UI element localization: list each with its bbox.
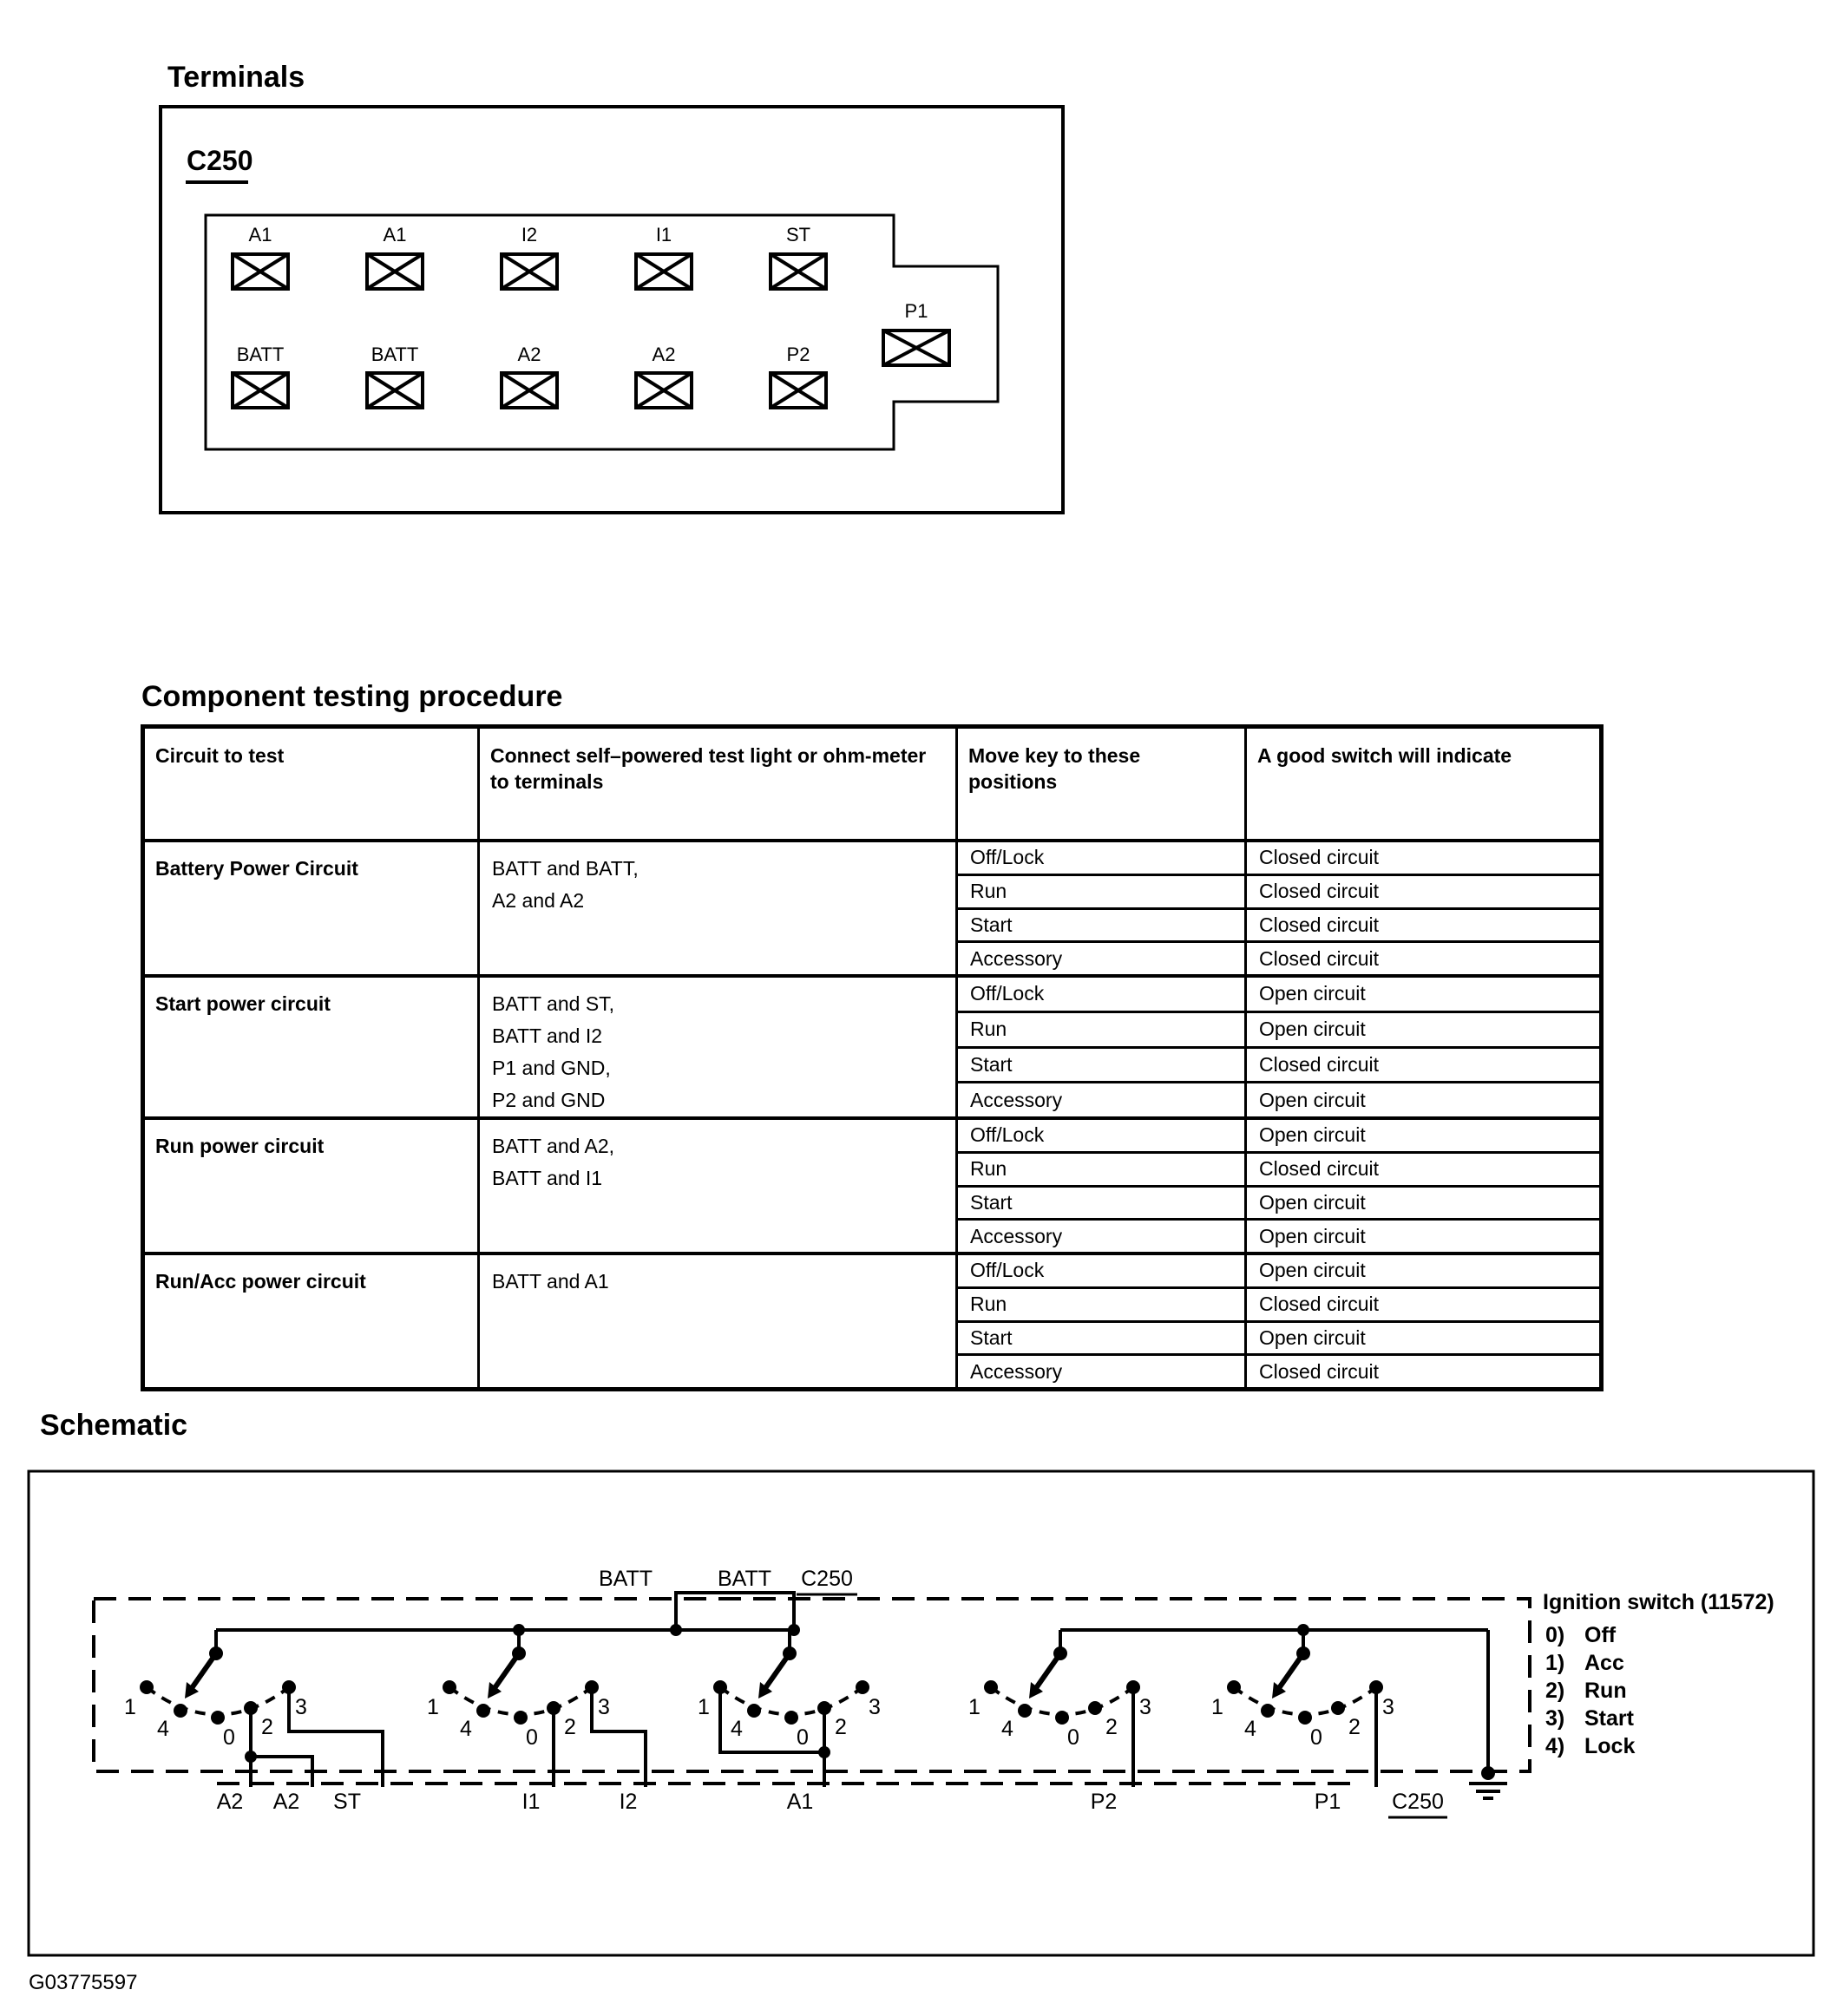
svg-text:P2: P2 (1090, 1790, 1118, 1814)
connector-outline (206, 215, 998, 449)
terminal-batt-1 (233, 344, 288, 408)
switch-gang-2 (427, 1624, 646, 1787)
svg-text:Off: Off (1584, 1623, 1617, 1647)
schematic-heading: Schematic (40, 1409, 188, 1442)
svg-text:4: 4 (731, 1717, 743, 1741)
test-result: Open circuit (1259, 1259, 1366, 1282)
test-subrow (958, 1218, 1599, 1252)
col-header-circuit: Circuit to test (145, 729, 480, 839)
svg-text:4: 4 (460, 1717, 472, 1741)
svg-text:BATT: BATT (371, 344, 419, 365)
svg-text:ST: ST (333, 1790, 361, 1814)
terminal-p1 (883, 300, 949, 365)
schematic-terminal-labels (217, 1790, 1447, 1817)
key-position: Off/Lock (958, 978, 1247, 1011)
test-subrow (958, 1353, 1599, 1387)
connection-line: BATT and ST, (492, 992, 615, 1015)
test-result: Closed circuit (1259, 1052, 1380, 1076)
key-position: Start (958, 910, 1247, 941)
svg-text:3: 3 (295, 1695, 307, 1719)
connection-line: BATT and BATT, (492, 857, 639, 880)
svg-text:3): 3) (1545, 1706, 1565, 1731)
svg-text:4: 4 (157, 1717, 169, 1741)
terminal-a2-2 (636, 344, 692, 408)
svg-text:3: 3 (1139, 1695, 1151, 1719)
table-row-group-run-power (145, 1116, 1599, 1252)
legend-title: Ignition switch (11572) (1543, 1590, 1774, 1614)
svg-text:2: 2 (835, 1715, 847, 1739)
key-position: Start (958, 1323, 1247, 1354)
table-header-row (145, 729, 1599, 842)
svg-text:0: 0 (1310, 1725, 1322, 1750)
connection-line: BATT and I2 (492, 1024, 602, 1047)
svg-text:Acc: Acc (1584, 1651, 1624, 1675)
connections-cell (480, 1255, 958, 1387)
test-result: Open circuit (1259, 1018, 1366, 1041)
col-header-result: A good switch will indicate (1257, 744, 1512, 767)
svg-text:4: 4 (1001, 1717, 1013, 1741)
test-subrow (958, 842, 1599, 874)
svg-text:2: 2 (1105, 1715, 1118, 1739)
wiper-arm (495, 1653, 519, 1688)
svg-text:0: 0 (797, 1725, 809, 1750)
switch-gang-1 (124, 1630, 383, 1787)
terminal-a2-1 (502, 344, 557, 408)
test-subrow (958, 1255, 1599, 1286)
svg-text:1: 1 (427, 1695, 439, 1719)
key-position: Run (958, 876, 1247, 907)
svg-text:I1: I1 (655, 224, 672, 245)
test-result: Open circuit (1259, 1325, 1366, 1349)
svg-text:Run: Run (1584, 1679, 1627, 1703)
wiper-arm (192, 1653, 216, 1688)
batt-label-1: BATT (598, 1567, 653, 1591)
circuit-cell: Run/Acc power circuit (145, 1255, 480, 1387)
tests-cell (958, 978, 1599, 1116)
connector-label: C250 (187, 145, 253, 176)
test-result: Open circuit (1259, 1190, 1366, 1214)
svg-text:A2: A2 (216, 1790, 244, 1814)
test-result: Open circuit (1259, 1088, 1366, 1111)
connection-line: BATT and A2, (492, 1135, 615, 1157)
circuit-cell: Run power circuit (145, 1120, 480, 1252)
svg-text:2: 2 (261, 1715, 273, 1739)
svg-text:0: 0 (1067, 1725, 1079, 1750)
tests-cell (958, 1255, 1599, 1387)
key-position: Start (958, 1049, 1247, 1082)
terminal-i2 (502, 224, 557, 289)
terminal-batt-2 (367, 344, 423, 408)
svg-text:0: 0 (223, 1725, 235, 1750)
key-position: Accessory (958, 1083, 1247, 1116)
svg-text:Start: Start (1584, 1706, 1634, 1731)
terminal-i1 (636, 224, 692, 289)
switch-gang-5 (1211, 1624, 1394, 1787)
svg-text:A2: A2 (652, 344, 676, 365)
switch-gang-3 (698, 1630, 881, 1787)
circuit-cell: Start power circuit (145, 978, 480, 1116)
svg-text:I2: I2 (521, 224, 538, 245)
batt-feed (599, 1567, 857, 1636)
svg-text:3: 3 (1382, 1695, 1394, 1719)
svg-text:3: 3 (869, 1695, 881, 1719)
wiper-arm (765, 1653, 790, 1688)
svg-text:ST: ST (785, 224, 811, 245)
svg-text:A1: A1 (248, 224, 272, 245)
table-row-group-start-power (145, 974, 1599, 1116)
circuit-cell: Battery Power Circuit (145, 842, 480, 974)
ignition-switch-legend (1543, 1590, 1774, 1758)
svg-text:1: 1 (1211, 1695, 1223, 1719)
connection-line: P2 and GND (492, 1089, 606, 1111)
test-subrow (958, 1185, 1599, 1219)
wiper-arm (1036, 1653, 1060, 1688)
test-result: Closed circuit (1259, 846, 1380, 869)
batt-label-2: BATT (717, 1567, 772, 1591)
test-subrow (958, 1011, 1599, 1046)
terminals-heading: Terminals (167, 61, 305, 94)
test-result: Open circuit (1259, 1123, 1366, 1147)
svg-text:1): 1) (1545, 1651, 1565, 1675)
test-result: Closed circuit (1259, 1359, 1380, 1383)
svg-text:I1: I1 (521, 1790, 541, 1814)
key-position: Accessory (958, 1356, 1247, 1387)
test-result: Closed circuit (1259, 913, 1380, 936)
svg-text:A1: A1 (786, 1790, 814, 1814)
svg-text:BATT: BATT (236, 344, 285, 365)
svg-text:3: 3 (598, 1695, 610, 1719)
testing-heading: Component testing procedure (141, 680, 563, 713)
svg-text:P2: P2 (786, 344, 810, 365)
svg-text:P1: P1 (1314, 1790, 1341, 1814)
terminal-a1-2 (367, 224, 423, 289)
test-subrow (958, 940, 1599, 974)
col-header-key-positions: Move key to these positions (958, 729, 1247, 839)
wiper-arm (1279, 1653, 1303, 1688)
test-result: Closed circuit (1259, 946, 1380, 970)
testing-table (141, 724, 1604, 1391)
connector-top-label: C250 (801, 1567, 853, 1591)
svg-text:P1: P1 (904, 300, 928, 322)
key-position: Off/Lock (958, 1120, 1247, 1151)
svg-text:A2: A2 (517, 344, 541, 365)
contact-arc (1234, 1687, 1376, 1715)
key-position: Run (958, 1013, 1247, 1046)
key-position: Accessory (958, 943, 1247, 974)
contact-arc (991, 1687, 1133, 1715)
connections-cell (480, 842, 958, 974)
svg-text:1: 1 (698, 1695, 710, 1719)
test-subrow (958, 1320, 1599, 1354)
key-position: Start (958, 1188, 1247, 1219)
tests-cell (958, 842, 1599, 974)
key-position: Off/Lock (958, 1255, 1247, 1286)
connections-cell (480, 978, 958, 1116)
svg-text:4): 4) (1545, 1734, 1565, 1758)
connector-face-diagram (0, 52, 1128, 538)
test-subrow (958, 1120, 1599, 1151)
key-position: Accessory (958, 1221, 1247, 1252)
connection-line: BATT and A1 (492, 1270, 609, 1293)
svg-text:I2: I2 (619, 1790, 638, 1814)
svg-text:0: 0 (526, 1725, 538, 1750)
test-result: Open circuit (1259, 1224, 1366, 1247)
col-header-connections: Connect self–powered test light or ohm-meter to terminals (480, 729, 958, 839)
test-subrow (958, 874, 1599, 907)
contact-arc (147, 1687, 289, 1715)
key-position: Off/Lock (958, 842, 1247, 874)
test-result: Open circuit (1259, 982, 1366, 1005)
svg-text:4: 4 (1244, 1717, 1256, 1741)
test-subrow (958, 1151, 1599, 1185)
tests-cell (958, 1120, 1599, 1252)
terminal-st (771, 224, 826, 289)
svg-text:0): 0) (1545, 1623, 1565, 1647)
svg-text:2: 2 (564, 1715, 576, 1739)
switch-gang-4 (968, 1630, 1151, 1787)
svg-text:A2: A2 (272, 1790, 300, 1814)
svg-text:Lock: Lock (1584, 1734, 1636, 1758)
svg-text:A1: A1 (383, 224, 407, 245)
connector-bottom-label: C250 (1392, 1790, 1444, 1814)
test-subrow (958, 1286, 1599, 1320)
contact-arc (449, 1687, 592, 1715)
footer-code: G03775597 (29, 1971, 138, 1994)
svg-text:2): 2) (1545, 1679, 1565, 1703)
test-result: Closed circuit (1259, 880, 1380, 903)
key-position: Run (958, 1154, 1247, 1185)
test-result: Closed circuit (1259, 1293, 1380, 1316)
terminal-p2 (771, 344, 826, 408)
test-subrow (958, 907, 1599, 941)
test-result: Closed circuit (1259, 1157, 1380, 1181)
key-position: Run (958, 1289, 1247, 1320)
svg-text:2: 2 (1348, 1715, 1361, 1739)
test-subrow (958, 1046, 1599, 1082)
test-subrow (958, 978, 1599, 1011)
table-row-group-run-acc-power (145, 1252, 1599, 1387)
wiring-schematic (0, 1457, 1843, 1978)
terminal-a1-1 (233, 224, 288, 289)
contact-arc (720, 1687, 862, 1715)
svg-text:1: 1 (124, 1695, 136, 1719)
test-subrow (958, 1081, 1599, 1116)
connections-cell (480, 1120, 958, 1252)
connection-line: BATT and I1 (492, 1167, 602, 1189)
connection-line: P1 and GND, (492, 1057, 611, 1079)
connection-line: A2 and A2 (492, 889, 585, 912)
svg-text:1: 1 (968, 1695, 981, 1719)
table-row-group-battery-power (145, 842, 1599, 974)
